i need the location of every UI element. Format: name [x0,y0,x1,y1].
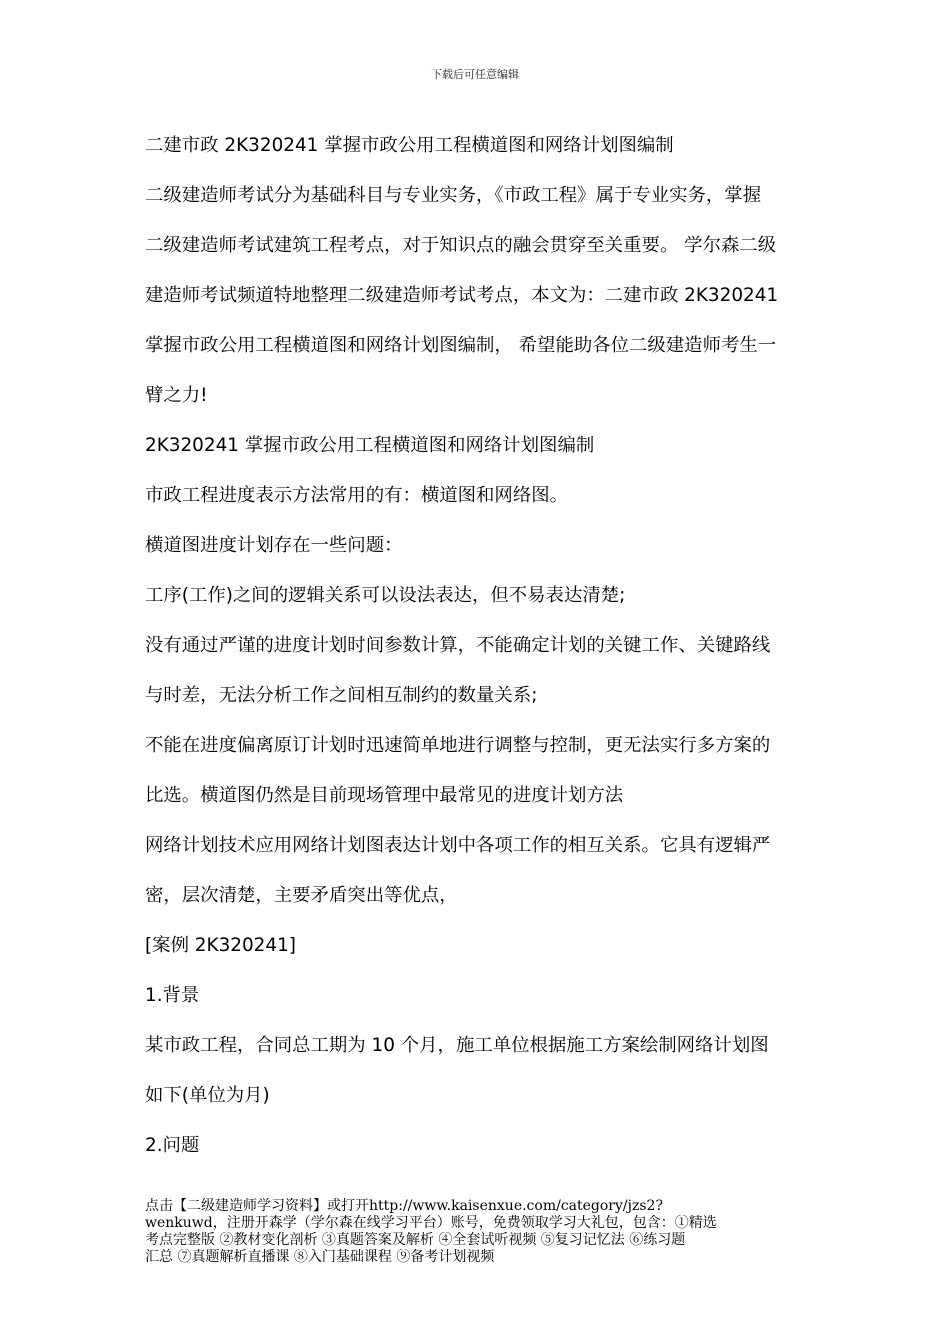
body-line: 比选。横道图仍然是目前现场管理中最常见的进度计划方法 [145,785,624,806]
body-line: 臂之力! [145,385,208,406]
body-line: 如下(单位为月) [145,1085,270,1106]
body-line: 二级建造师考试分为基础科目与专业实务，《市政工程》属于专业实务，掌握 [145,185,762,206]
body-line: 与时差，无法分析工作之间相互制约的数量关系; [145,685,538,706]
footer-line-link[interactable]: 点击【二级建造师学习资料】或打开http://www.kaisenxue.com/category/jzs2? [145,1198,663,1214]
case-heading: [案例 2K320241] [145,935,296,956]
footer-line: 考点完整版 ②教材变化剖析 ③真题答案及解析 ④全套试听视频 ⑤复习记忆法 ⑥练习题 [145,1232,686,1248]
body-line: 掌握市政公用工程横道图和网络计划图编制， 希望能助各位二级建造师考生一 [145,335,777,356]
section-heading: 2K320241 掌握市政公用工程横道图和网络计划图编制 [145,435,595,456]
footer-line: wenkuwd，注册开森学（学尔森在线学习平台）账号，免费领取学习大礼包，包含：①精选 [145,1215,717,1231]
body-line: 市政工程进度表示方法常用的有：横道图和网络图。 [145,485,568,506]
body-line: 建造师考试频道特地整理二级建造师考试考点，本文为：二建市政 2K320241 [145,285,779,306]
body-line: 工序(工作)之间的逻辑关系可以设法表达，但不易表达清楚; [145,585,626,606]
body-line: 横道图进度计划存在一些问题： [145,535,403,556]
case-background-heading: 1.背景 [145,985,200,1006]
doc-title: 二建市政 2K320241 掌握市政公用工程横道图和网络计划图编制 [145,135,674,156]
case-question-heading: 2.问题 [145,1135,200,1156]
body-line: 某市政工程，合同总工期为 10 个月，施工单位根据施工方案绘制网络计划图 [145,1035,769,1056]
body-line: 不能在进度偏离原订计划时迅速简单地进行调整与控制，更无法实行多方案的 [145,735,771,756]
page-header: 下载后可任意编辑 [431,68,519,81]
footer-line: 汇总 ⑦真题解析直播课 ⑧入门基础课程 ⑨备考计划视频 [145,1249,495,1265]
body-line: 网络计划技术应用网络计划图表达计划中各项工作的相互关系。它具有逻辑严 [145,835,771,856]
body-line: 二级建造师考试建筑工程考点，对于知识点的融会贯穿至关重要。 学尔森二级 [145,235,777,256]
body-line: 密，层次清楚，主要矛盾突出等优点， [145,885,458,906]
body-line: 没有通过严谨的进度计划时间参数计算，不能确定计划的关键工作、关键路线 [145,635,771,656]
promo-footer [145,1198,810,1266]
